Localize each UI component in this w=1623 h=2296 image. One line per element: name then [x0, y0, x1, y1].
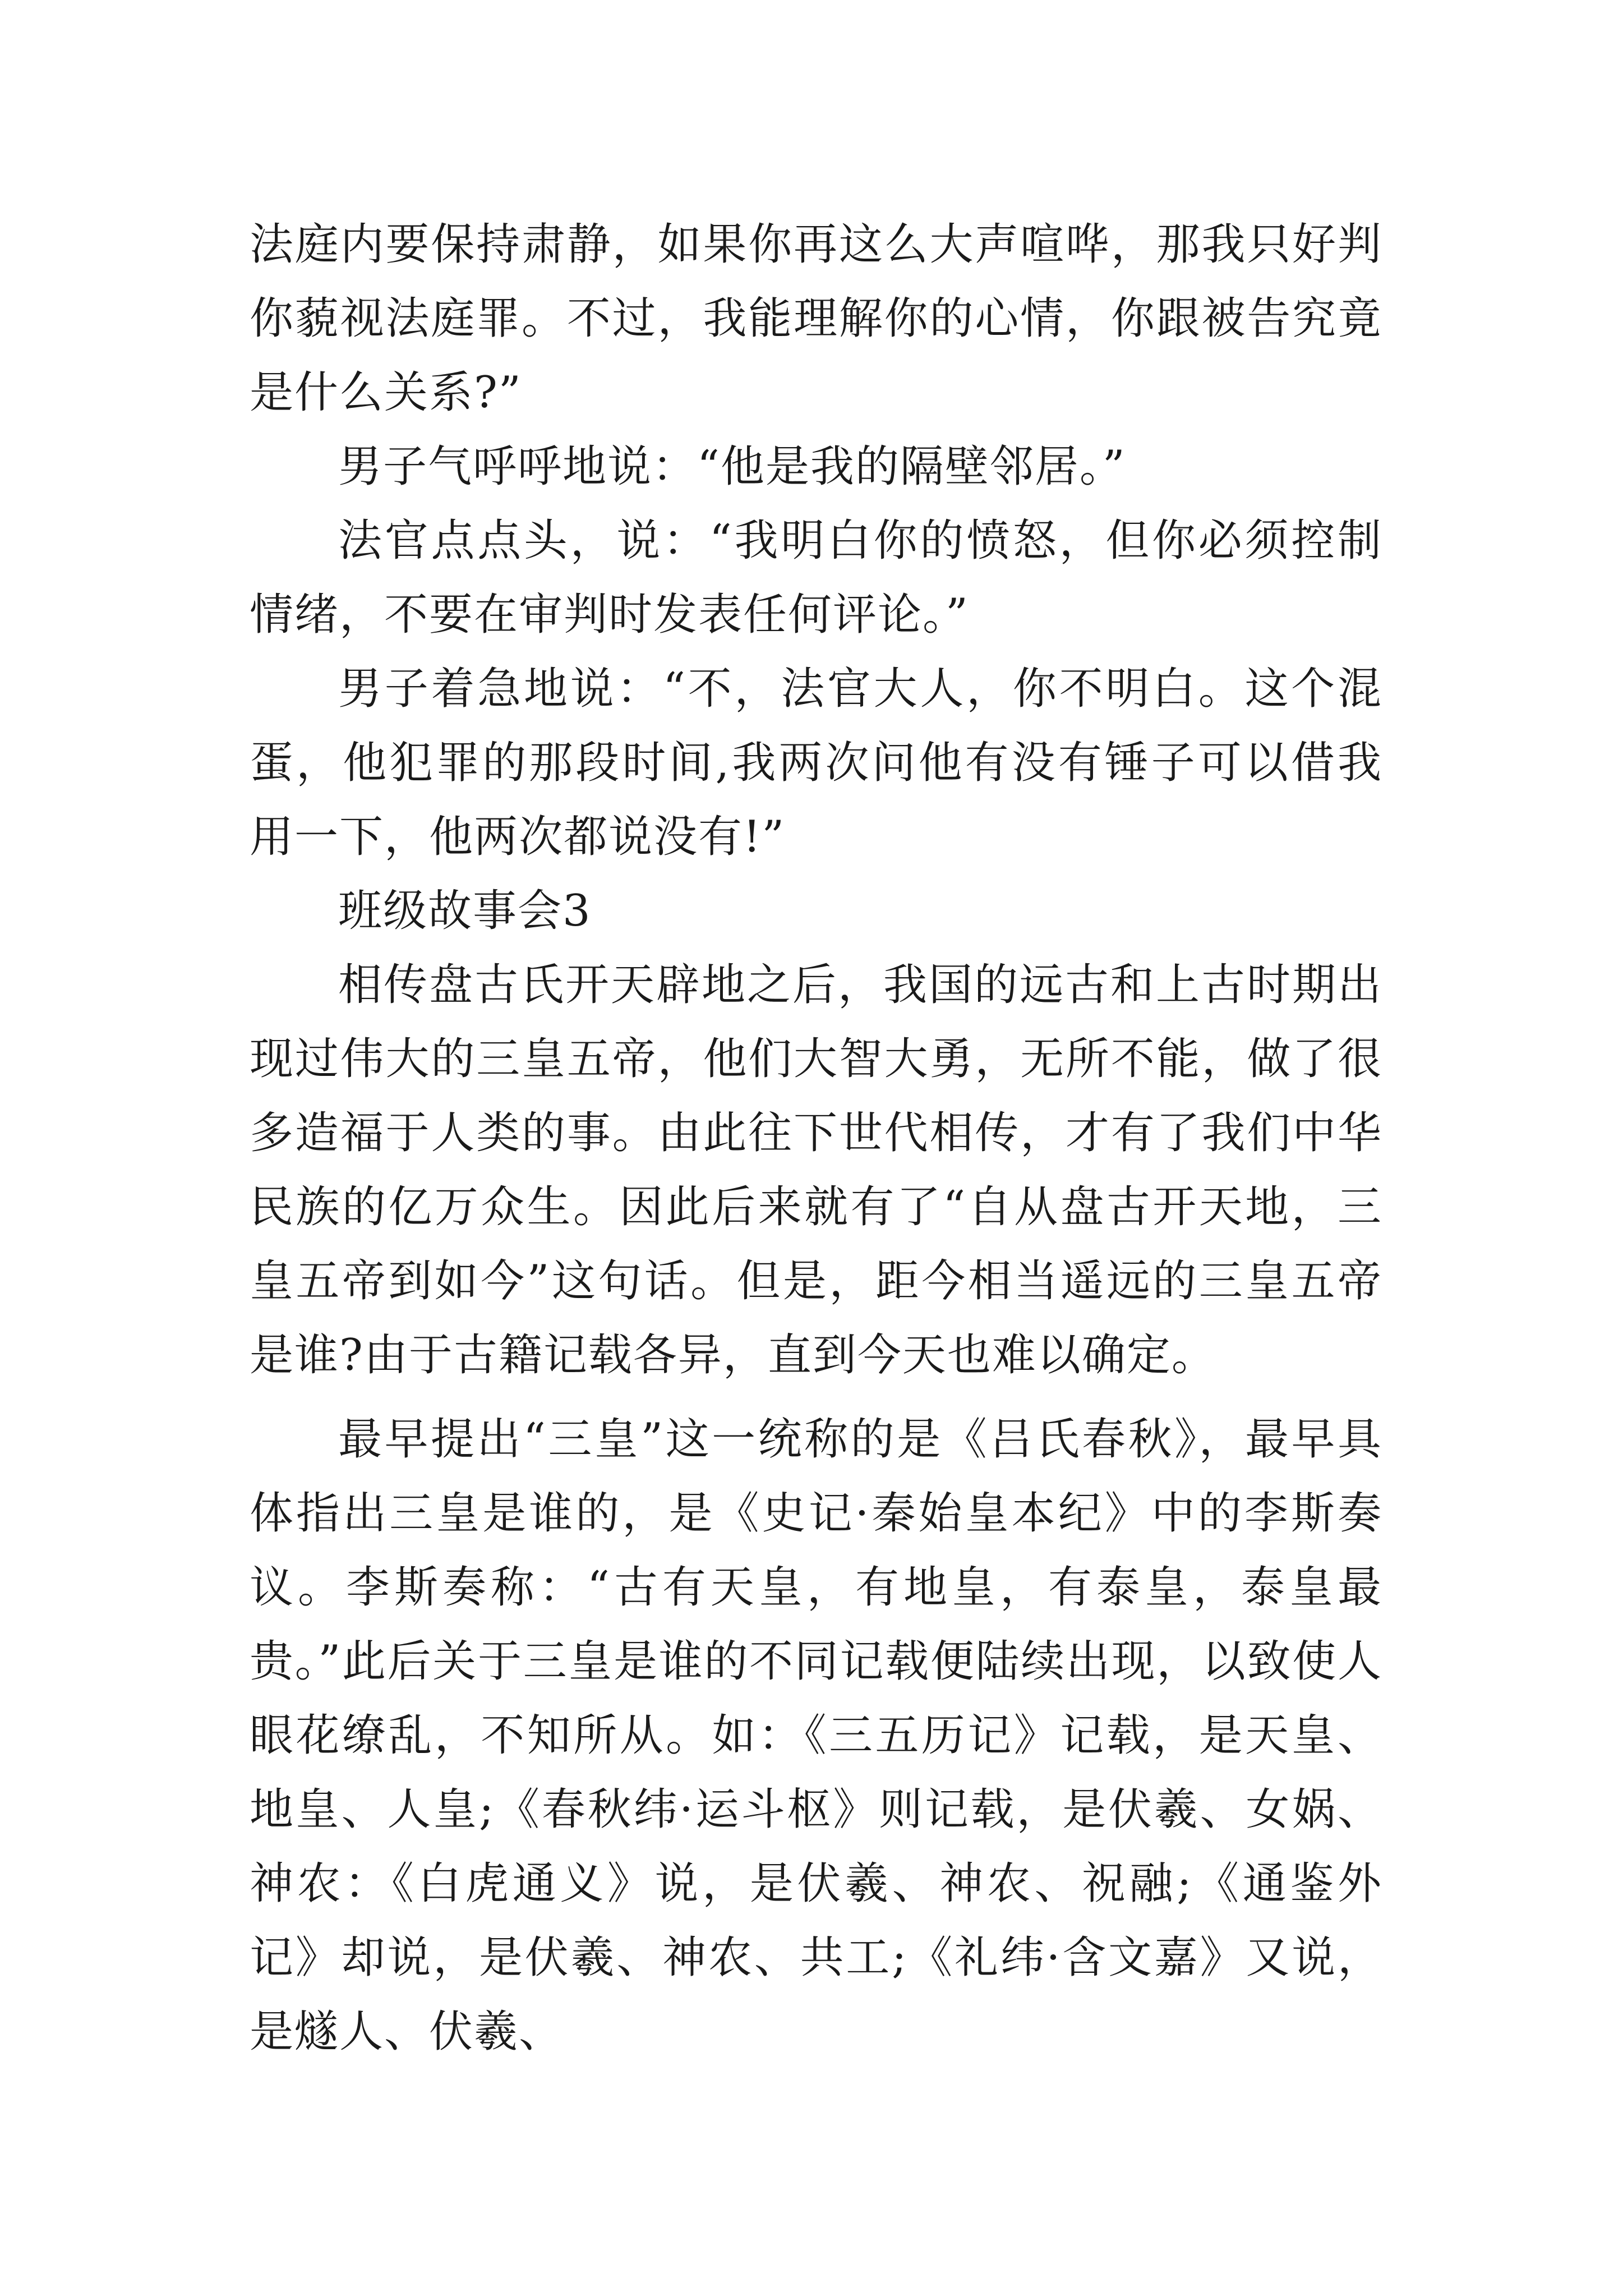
paragraph-neighbor-reply: 男子气呼呼地说：“他是我的隔壁邻居。” — [338, 441, 1126, 492]
document-body — [250, 208, 1382, 2069]
paragraph-judge-response: 法官点点头，说：“我明白你的愤怒，但你必须控制情绪，不要在审判时发表任何评论。” — [250, 516, 1382, 640]
paragraph-hammer-punchline: 男子着急地说：“不，法官大人，你不明白。这个混蛋，他犯罪的那段时间,我两次问他有没有锤子可以借我用一下，他两次都说没有!” — [250, 664, 1382, 862]
section-heading-story-3: 班级故事会3 — [338, 886, 592, 936]
paragraph-three-sovereigns: 最早提出“三皇”这一统称的是《吕氏春秋》，最早具体指出三皇是谁的，是《史记·秦始皇本纪》中的李斯奏议。李斯奏称：“古有天皇，有地皇，有泰皇，泰皇最贵。”此后关于三皇是谁的不同记载便陆续出现，以致使人眼花缭乱，不知所从。如：《三五历记》记载，是天皇、地皇、人皇;《春秋纬·运斗枢》则记载，是伏羲、女娲、神农：《白虎通义》说，是伏羲、神农、祝融;《通鉴外记》却说，是伏羲、神农、共工;《礼纬·含文嘉》又说，是燧人、伏羲、 — [250, 1414, 1382, 2057]
paragraph-pangu-legend: 相传盘古氏开天辟地之后，我国的远古和上古时期出现过伟大的三皇五帝，他们大智大勇，无所不能，做了很多造福于人类的事。由此往下世代相传，才有了我们中华民族的亿万众生。因此后来就有了“自从盘古开天地，三皇五帝到如今”这句话。但是，距今相当遥远的三皇五帝是谁?由于古籍记载各异，直到今天也难以确定。 — [250, 960, 1382, 1381]
paragraph-court-warning: 法庭内要保持肃静，如果你再这么大声喧哗，那我只好判你藐视法庭罪。不过，我能理解你的心情，你跟被告究竟是什么关系?” — [250, 219, 1382, 418]
